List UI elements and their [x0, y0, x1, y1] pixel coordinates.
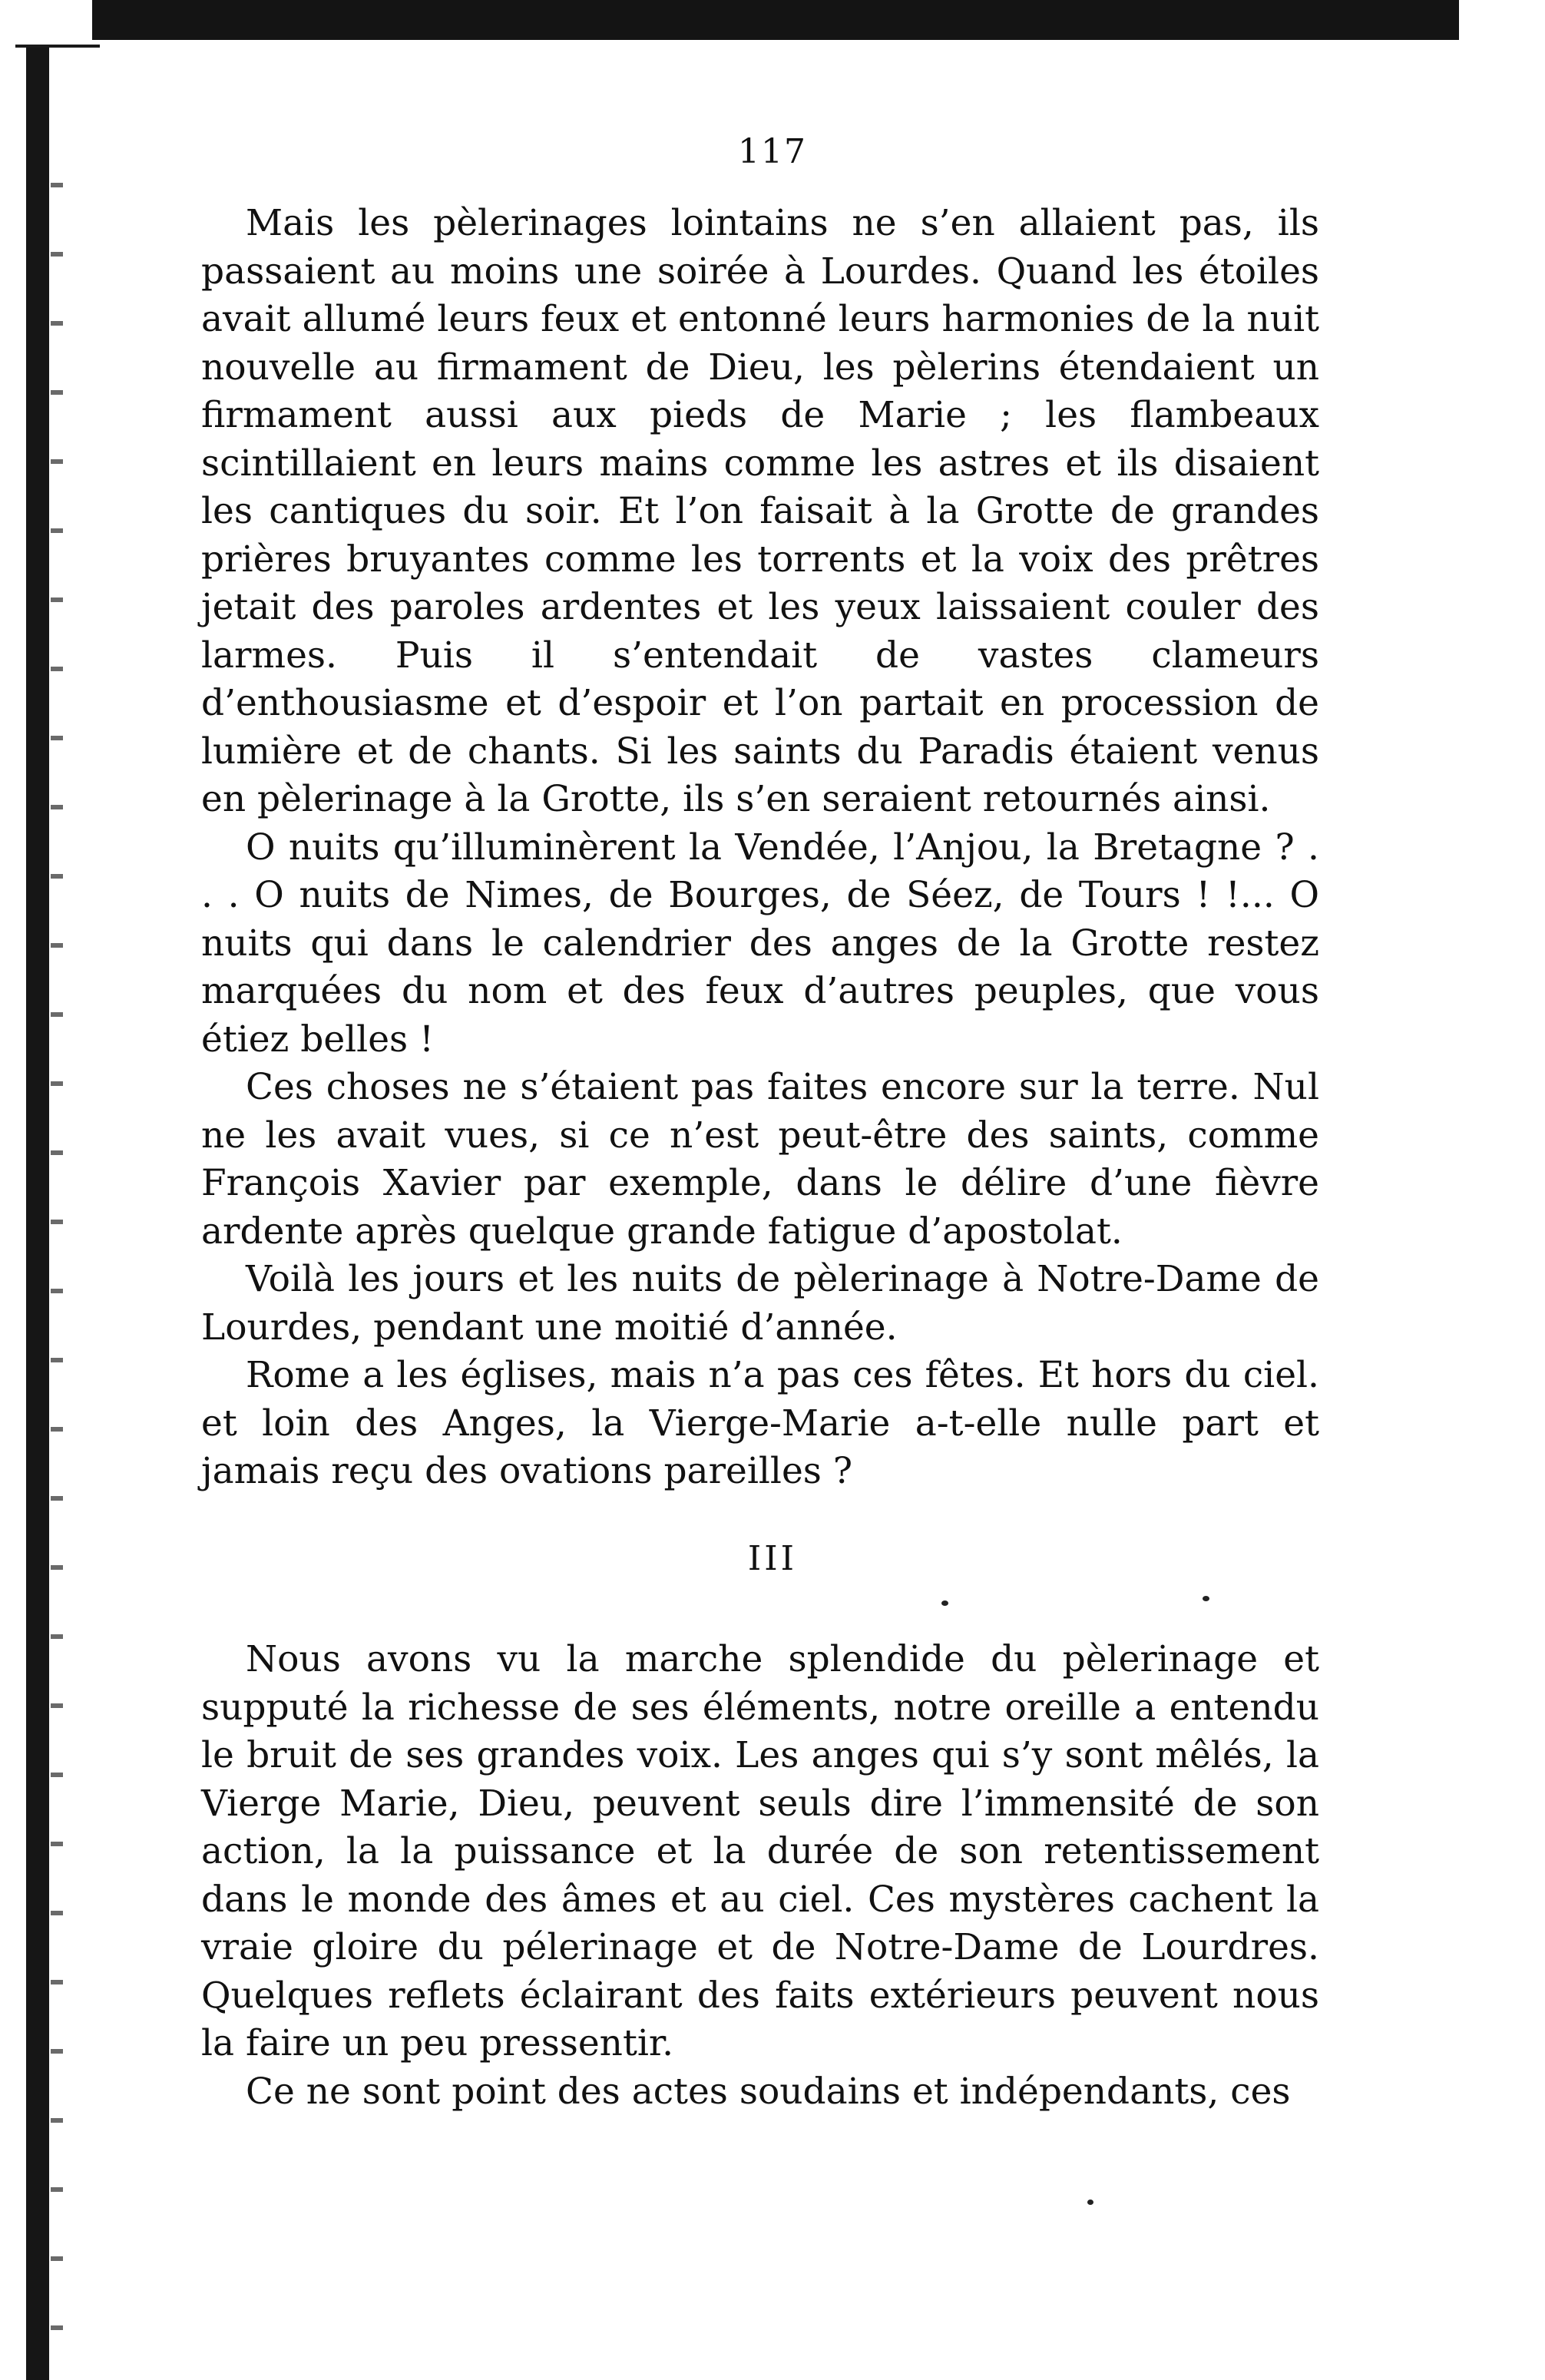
- binding-gutter: [26, 48, 49, 2380]
- text-block-after-heading: [201, 1636, 1319, 2116]
- paragraph: Ces choses ne s’étaient pas faites encore sur la terre. Nul ne les avait vues, si ce n’est peut-être des saints, comme François Xavier par exemple, dans le délire d’une fièvre ardente après quelque grande fatigue d’apostolat.: [201, 1066, 1319, 1253]
- ink-speck: [941, 1600, 948, 1606]
- section-heading: III: [747, 1539, 798, 1578]
- paragraph: Nous avons vu la marche splendide du pèlerinage et supputé la richesse de ses éléments, notre oreille a entendu le bruit de ses grandes voix. Les anges qui s’y sont mêlés, la Vierge Marie, Dieu, peuvent seuls dire l’immensité de son action, la la puissance et la durée de son retentissement dans le monde des âmes et au ciel. Ces mystères cachent la vraie gloire du pélerinage et de Notre-Dame de Lourdres. Quelques reflets éclairant des faits extérieurs peuvent nous la faire un peu pressentir.: [201, 1638, 1319, 2064]
- top-border-rule: [92, 0, 1459, 40]
- paragraph: Voilà les jours et les nuits de pèlerinage à Notre-Dame de Lourdes, pendant une moitié d’année.: [201, 1258, 1319, 1349]
- paragraph: Rome a les églises, mais n’a pas ces fêtes. Et hors du ciel. et loin des Anges, la Vierge-Marie a-t-elle nulle part et jamais reçu des ovations pareilles ?: [201, 1354, 1319, 1492]
- gutter-scan-marks: [51, 154, 63, 2342]
- text-block-before-heading: [201, 200, 1319, 1496]
- ink-speck: [1203, 1596, 1209, 1601]
- page-number: 117: [738, 132, 807, 171]
- paragraph: Ce ne sont point des actes soudains et indépendants, ces: [246, 2070, 1291, 2113]
- paragraph: Mais les pèlerinages lointains ne s’en allaient pas, ils passaient au moins une soirée à Lourdes. Quand les étoiles avait allumé leurs feux et entonné leurs harmonies de la nuit nouvelle au firmament de Dieu, les pèlerins étendaient un firmament aussi aux pieds de Marie ; les flambeaux scintillaient en leurs mains comme les astres et ils disaient les cantiques du soir. Et l’on faisait à la Grotte de grandes prières bruyantes comme les torrents et la voix des prêtres jetait des paroles ardentes et les yeux laissaient couler des larmes. Puis il s’entendait de vastes clameurs d’enthousiasme et d’espoir et l’on partait en procession de lumière et de chants. Si les saints du Paradis étaient venus en pèlerinage à la Grotte, ils s’en seraient retournés ainsi.: [201, 202, 1319, 820]
- paragraph: O nuits qu’illuminèrent la Vendée, l’Anjou, la Bretagne ? . . . O nuits de Nimes, de Bourges, de Séez, de Tours ! !... O nuits qui dans le calendrier des anges de la Grotte restez marquées du nom et des feux d’autres peuples, que vous étiez belles !: [201, 826, 1319, 1061]
- ink-speck: [1087, 2200, 1093, 2205]
